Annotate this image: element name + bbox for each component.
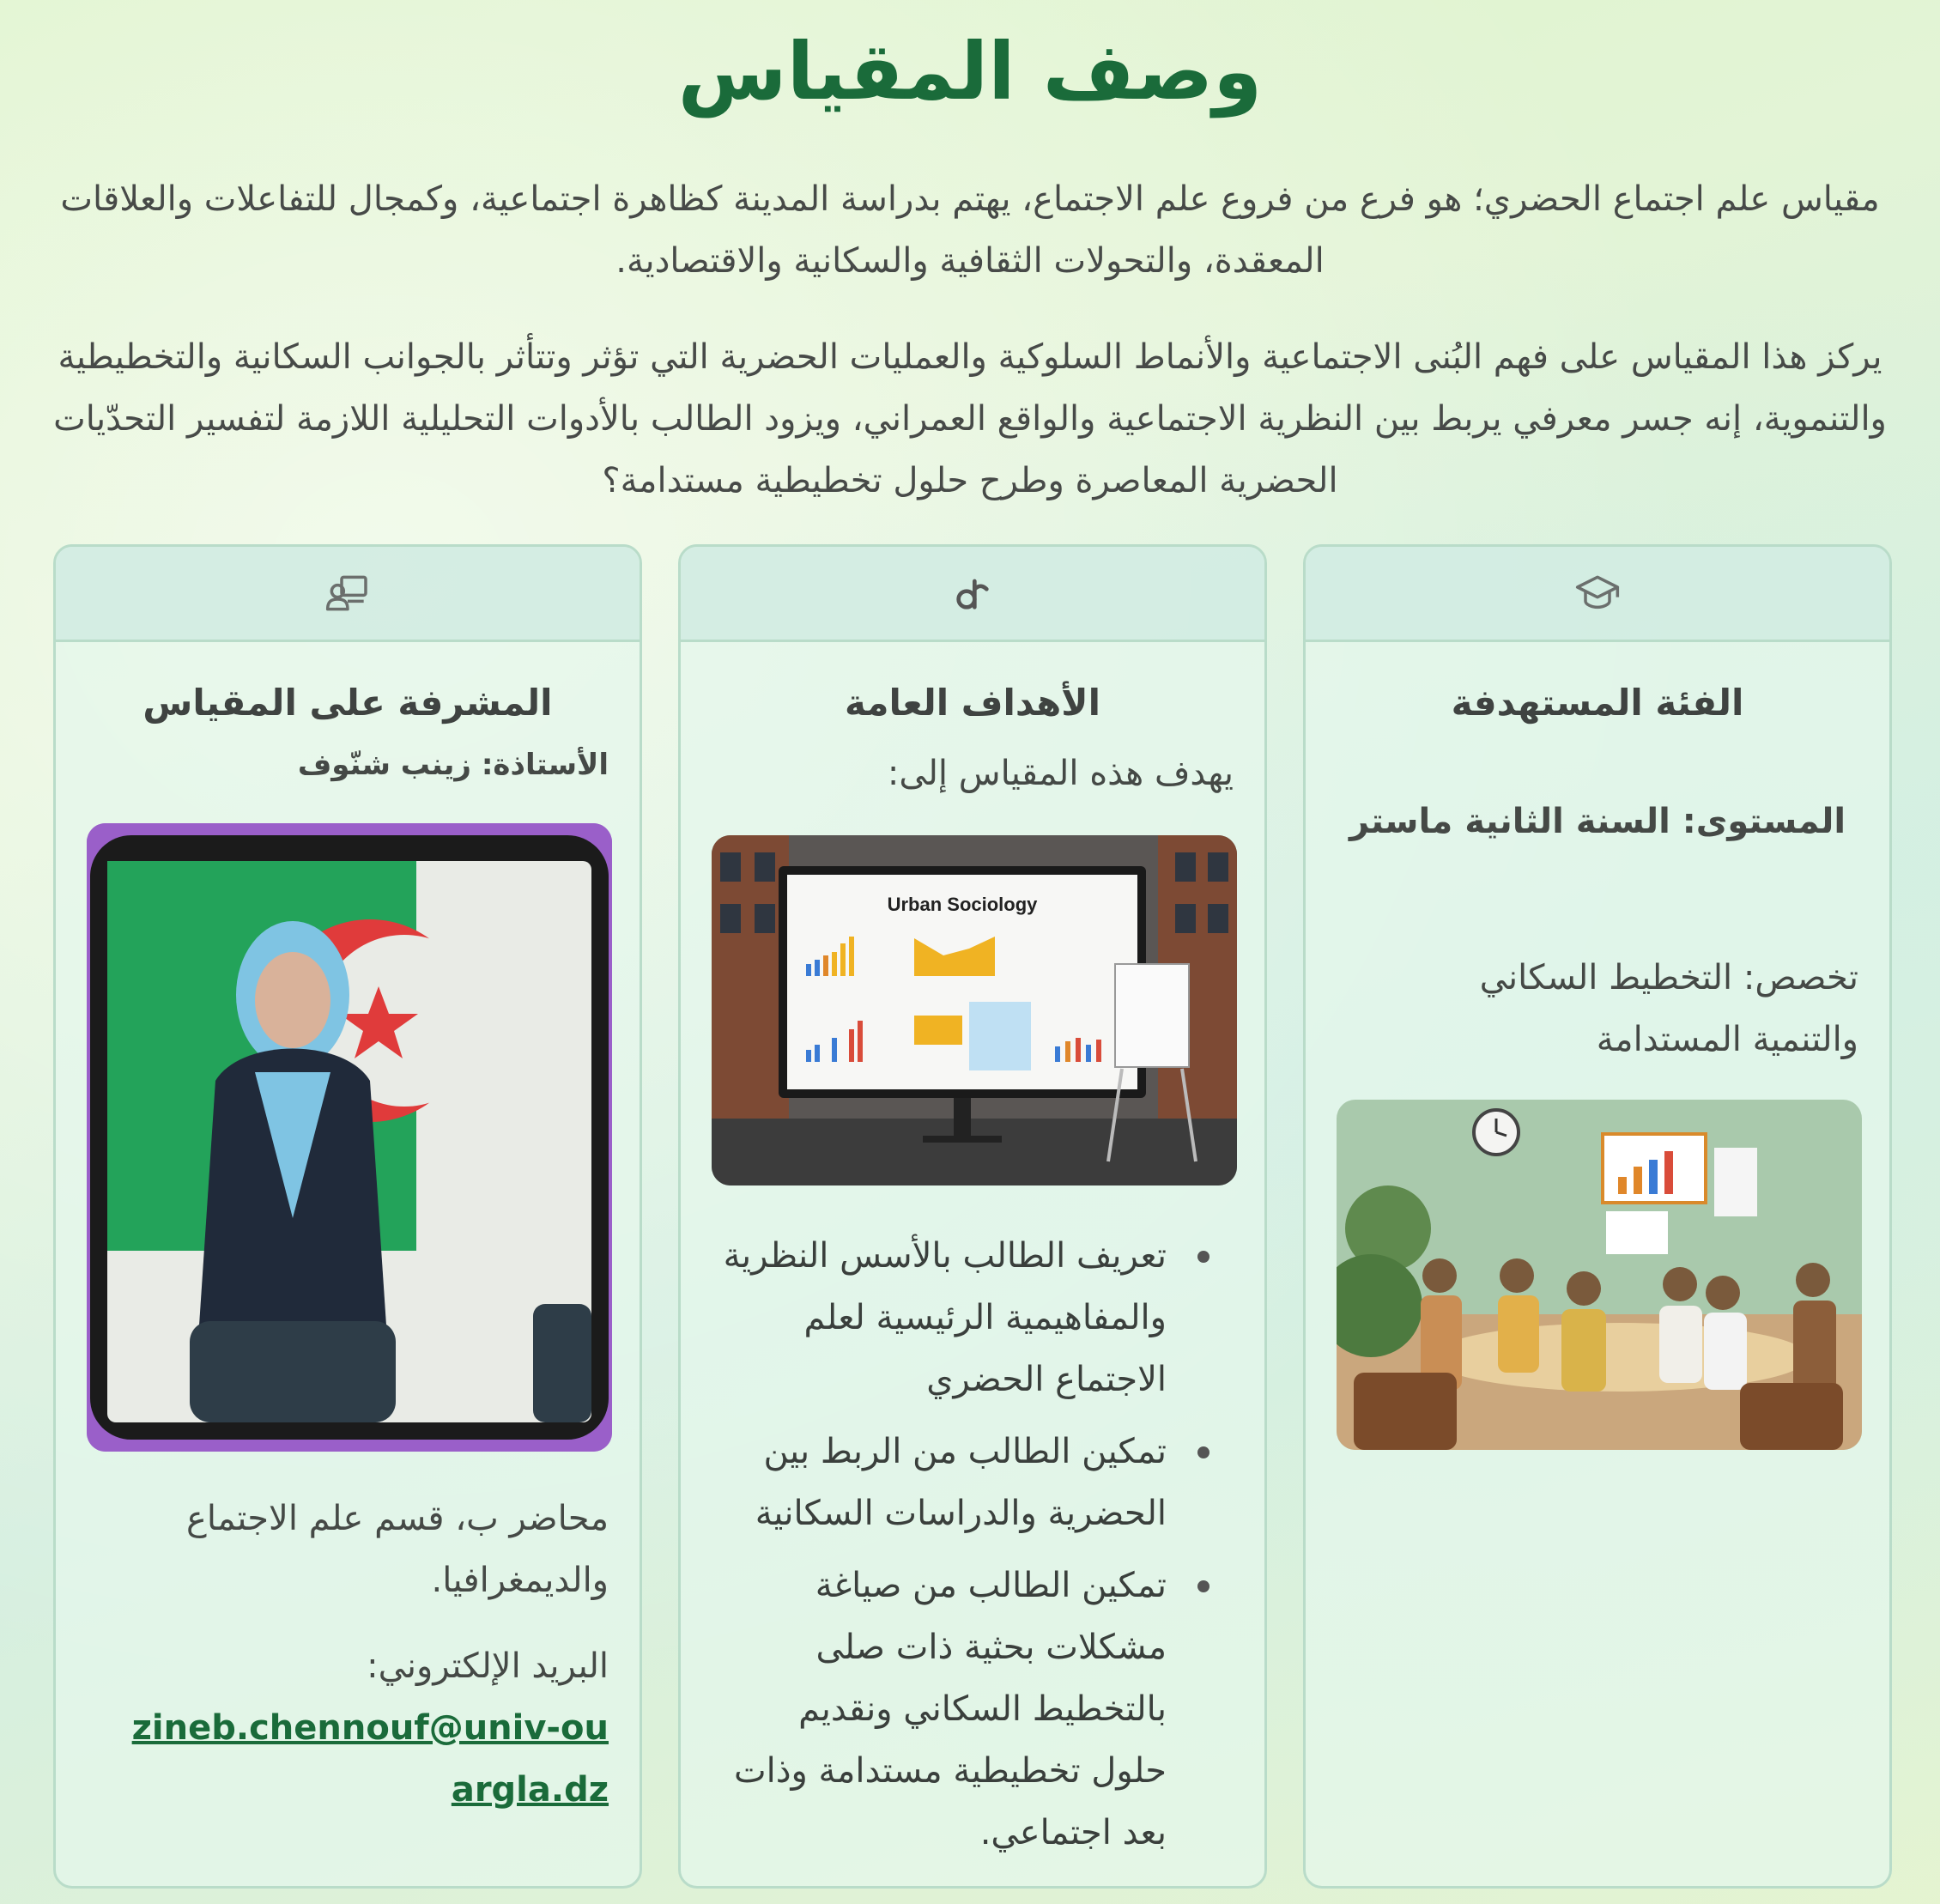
classroom-photo xyxy=(1337,1100,1862,1450)
screen-title: Urban Sociology xyxy=(887,894,1038,915)
graduation-cap-icon xyxy=(1573,569,1622,617)
email-label: البريد الإلكتروني: xyxy=(367,1646,609,1686)
card-title: الفئة المستهدفة xyxy=(1451,682,1744,724)
intro-paragraph-2: يركز هذا المقياس على فهم البُنى الاجتماعية والأنماط السلوكية والعمليات الحضرية التي تؤثر وتتأثر بالجوانب السكانية والتخطيطية والتنموية، إنه جسر معرفي يربط بين النظرية الاجتماعية والواقع العمراني، ويزود الطالب بالأدوات التحليلية اللازمة لتفسير التحدّيات الحضرية المعاصرة وطرح حلول تخطيطية مستدامة؟ xyxy=(53,337,1887,500)
goals-lead: يهدف هذه المقياس إلى: xyxy=(887,754,1234,793)
supervisor-card xyxy=(53,544,642,1889)
goals-card xyxy=(678,544,1267,1889)
card-title: الأهداف العامة xyxy=(845,682,1100,724)
email-link[interactable]: zineb.chennouf@univ-ouargla.dz xyxy=(131,1708,609,1810)
supervisor-name: الأستاذة: زينب شنّوف xyxy=(297,748,609,782)
supervisor-role: محاضر ب، قسم علم الاجتماع والديمغرافيا. xyxy=(186,1499,609,1600)
card-header xyxy=(681,547,1264,642)
list-item: تمكين الطالب من صياغة مشكلات بحثية ذات صلى بالتخطيط السكاني ونقديم حلول تخطيطية مستدامة وذات بعد اجتماعي. xyxy=(720,1555,1167,1864)
intro-paragraph-1: مقياس علم اجتماع الحضري؛ هو فرع من فروع علم الاجتماع، يهتم بدراسة المدينة كظاهرة اجتماعية، وكمجال للتفاعلات والعلاقات المعقدة، والتحولات الثقافية والسكانية والاقتصادية. xyxy=(60,179,1880,281)
card-title: المشرفة على المقياس xyxy=(142,682,553,724)
goals-list xyxy=(720,1225,1227,1874)
level-text: المستوى: السنة الثانية ماستر xyxy=(1349,802,1846,841)
card-header xyxy=(56,547,640,642)
list-item: تمكين الطالب من الربط بين الحضرية والدراسات السكانية xyxy=(720,1421,1167,1544)
presenter-icon xyxy=(324,569,372,617)
list-item: تعريف الطالب بالأسس النظرية والمفاهيمية الرئيسية لعلم الاجتماع الحضري xyxy=(720,1225,1167,1410)
target-audience-card xyxy=(1303,544,1892,1889)
urban-sociology-screen-photo xyxy=(712,835,1237,1185)
page-title: وصف المقياس xyxy=(677,26,1263,118)
specialty-text: تخصص: التخطيط السكاني والتنمية المستدامة xyxy=(1479,958,1858,1059)
sprout-icon xyxy=(949,569,997,617)
supervisor-photo xyxy=(87,823,612,1452)
card-header xyxy=(1306,547,1889,642)
